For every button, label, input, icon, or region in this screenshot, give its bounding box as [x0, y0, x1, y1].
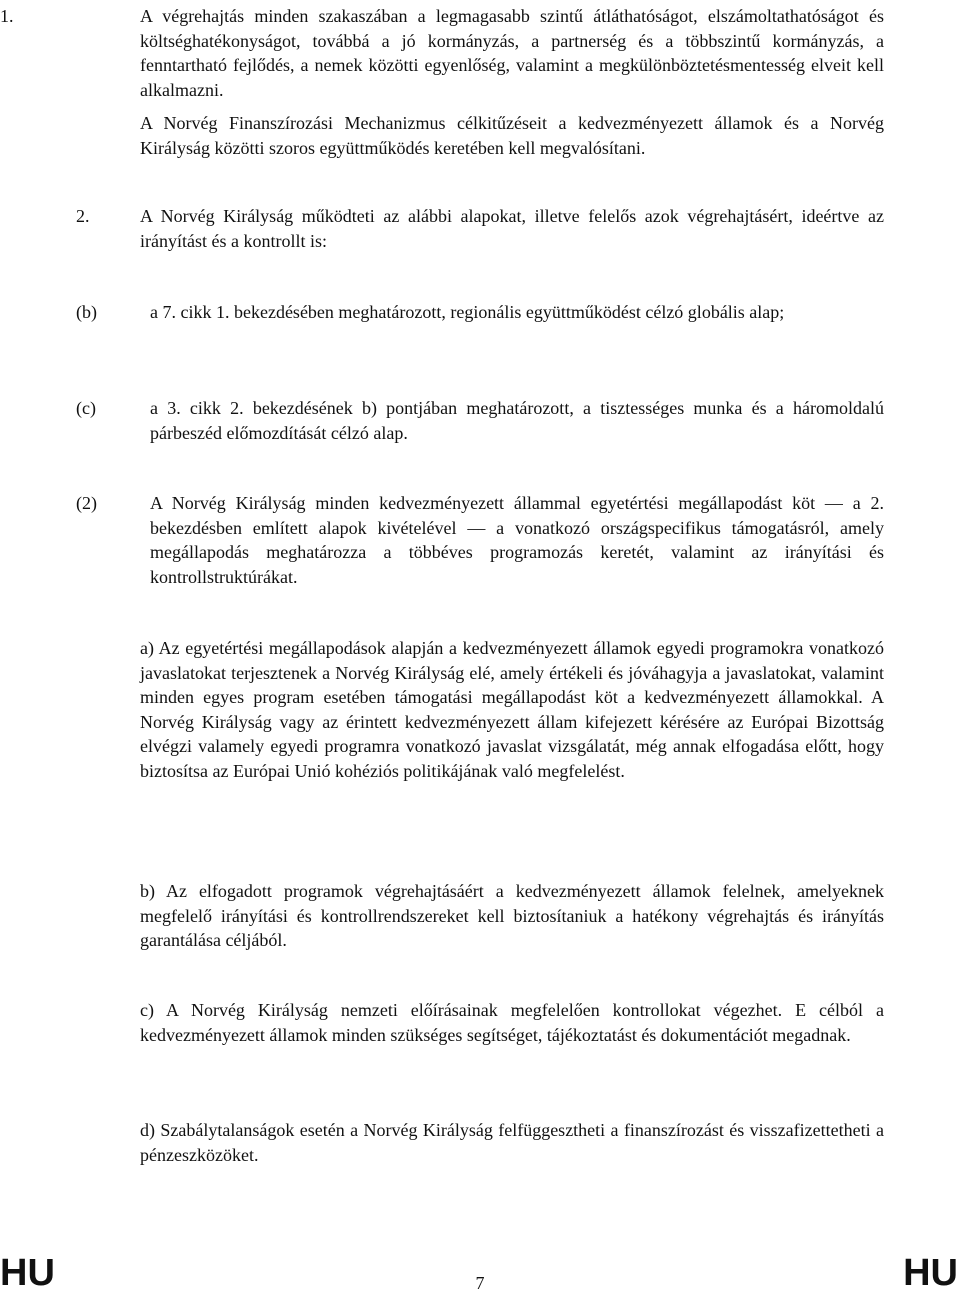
paragraph-c: c) A Norvég Királyság nemzeti előírásainak megfelelően kontrollokat végezhet. E célból a kedvezményezett államok minden szükséges segítséget, tájékoztatást és dokumentációt megadnak.: [140, 1000, 884, 1045]
footer-language-right: HU: [903, 1252, 958, 1294]
item-1-paragraph-2: A Norvég Finanszírozási Mechanizmus célkitűzéseit a kedvezményezett államok és a Norvég Királyság közötti szoros együttműködés keretében kell megvalósítani.: [140, 113, 884, 158]
sub-c-text: a 3. cikk 2. bekezdésének b) pontjában meghatározott, a tisztességes munka és a háromoldalú párbeszéd előmozdítását célzó alap.: [150, 398, 884, 443]
item-2-number: 2.: [76, 206, 90, 226]
item-2-paren-label: (2): [76, 493, 97, 513]
paragraph-d: d) Szabálytalanságok esetén a Norvég Királyság felfüggesztheti a finanszírozást és visszafizettetheti a pénzeszközöket.: [140, 1120, 884, 1165]
item-1-number: 1.: [0, 6, 14, 26]
item-2-text: A Norvég Királyság működteti az alábbi alapokat, illetve felelős azok végrehajtásért, ideértve az irányítást és a kontrollt is:: [140, 206, 884, 251]
paragraph-a: a) Az egyetértési megállapodások alapján a kedvezményezett államok egyedi programokra vonatkozó javaslatokat terjesztenek a Norvég Királyság elé, amely értékeli és jóváhagyja a javaslatokat, valamint minden egyes program esetében támogatási megállapodást köt a kedvezményezett államokkal. A Norvég Királyság vagy az érintett kedvezményezett állam kifejezett kérésére az Európai Bizottság elvégzi valamely egyedi programra vonatkozó javaslat vizsgálatát, még annak elfogadása előtt, hogy biztosítsa az Európai Unió kohéziós politikájának való megfelelést.: [140, 638, 884, 781]
page-number: 7: [475, 1273, 485, 1293]
sub-b-text: a 7. cikk 1. bekezdésében meghatározott, regionális együttműködést célzó globális alap;: [150, 302, 785, 322]
paragraph-b: b) Az elfogadott programok végrehajtásáért a kedvezményezett államok felelnek, amelyeknek megfelelő irányítási és kontrollrendszereket kell biztosítaniuk a hatékony végrehajtás és irányítás garantálása céljából.: [140, 881, 884, 950]
sub-c-label: (c): [76, 398, 96, 418]
footer-language-left: HU: [0, 1252, 55, 1294]
item-2-paren-text: A Norvég Királyság minden kedvezményezett állammal egyetértési megállapodást köt — a 2. bekezdésben említett alapok kivételével — a vonatkozó országspecifikus támogatásról, amely megállapodás meghatározza a többéves programozás keretét, valamint az irányítási és kontrollstruktúrákat.: [150, 493, 884, 587]
sub-b-label: (b): [76, 302, 97, 322]
item-1-text: A végrehajtás minden szakaszában a legmagasabb szintű átláthatóságot, elszámoltathatóságot és költséghatékonyságot, továbbá a jó kormányzás, a partnerség és a többszintű kormányzás, a fenntartható fejlődés, a nemek közötti egyenlőség, valamint a megkülönböztetésmentesség elveit kell alkalmazni.: [140, 6, 884, 100]
